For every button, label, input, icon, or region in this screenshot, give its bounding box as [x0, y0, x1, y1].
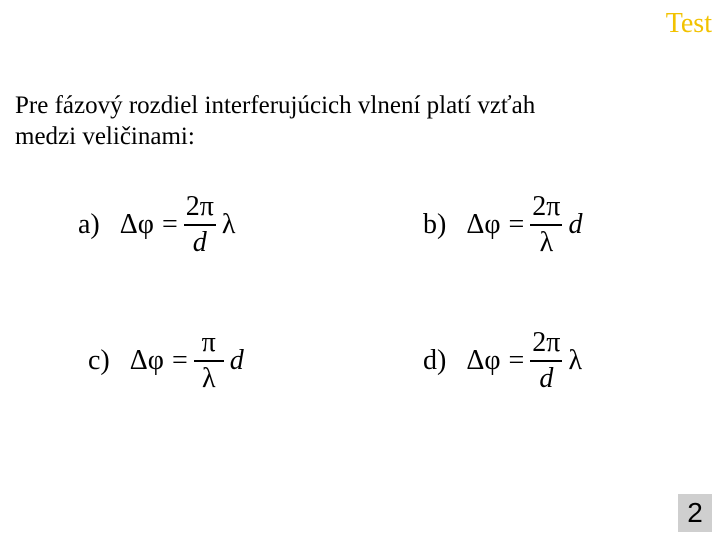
fraction-numerator: π	[201, 327, 216, 358]
question-line: medzi veličinami:	[15, 123, 195, 150]
question-text	[15, 90, 705, 152]
fraction-denominator: d	[192, 227, 207, 258]
formula-factor: d	[229, 345, 244, 376]
option-b	[423, 192, 582, 258]
formula-factor: λ	[568, 345, 583, 376]
option-c	[88, 328, 244, 394]
fraction-denominator: λ	[539, 227, 554, 258]
fraction	[194, 328, 224, 394]
fraction-numerator: 2π	[185, 191, 214, 222]
slide-title: Test	[665, 8, 712, 39]
fraction-denominator: λ	[201, 363, 216, 394]
formula-lhs: Δφ	[466, 209, 501, 240]
equals-sign: =	[508, 209, 525, 240]
fraction	[530, 328, 562, 394]
question-line: Pre fázový rozdiel interferujúcich vlnení platí vzťah	[15, 92, 536, 119]
equals-sign: =	[508, 345, 525, 376]
option-label: d)	[423, 345, 447, 376]
page-number: 2	[687, 497, 703, 528]
option-a	[78, 192, 235, 258]
equals-sign: =	[161, 209, 178, 240]
formula-factor: λ	[221, 209, 236, 240]
page-number-badge	[678, 494, 712, 532]
fraction-numerator: 2π	[532, 327, 561, 358]
formula-factor: d	[568, 209, 583, 240]
option-label: c)	[88, 345, 110, 376]
option-label: a)	[78, 209, 100, 240]
option-label: b)	[423, 209, 447, 240]
formula-lhs: Δφ	[466, 345, 501, 376]
fraction	[530, 192, 562, 258]
fraction-denominator: d	[539, 363, 554, 394]
equals-sign: =	[171, 345, 188, 376]
formula-lhs: Δφ	[129, 345, 164, 376]
formula-lhs: Δφ	[119, 209, 154, 240]
fraction	[184, 192, 216, 258]
option-d	[423, 328, 582, 394]
fraction-numerator: 2π	[532, 191, 561, 222]
